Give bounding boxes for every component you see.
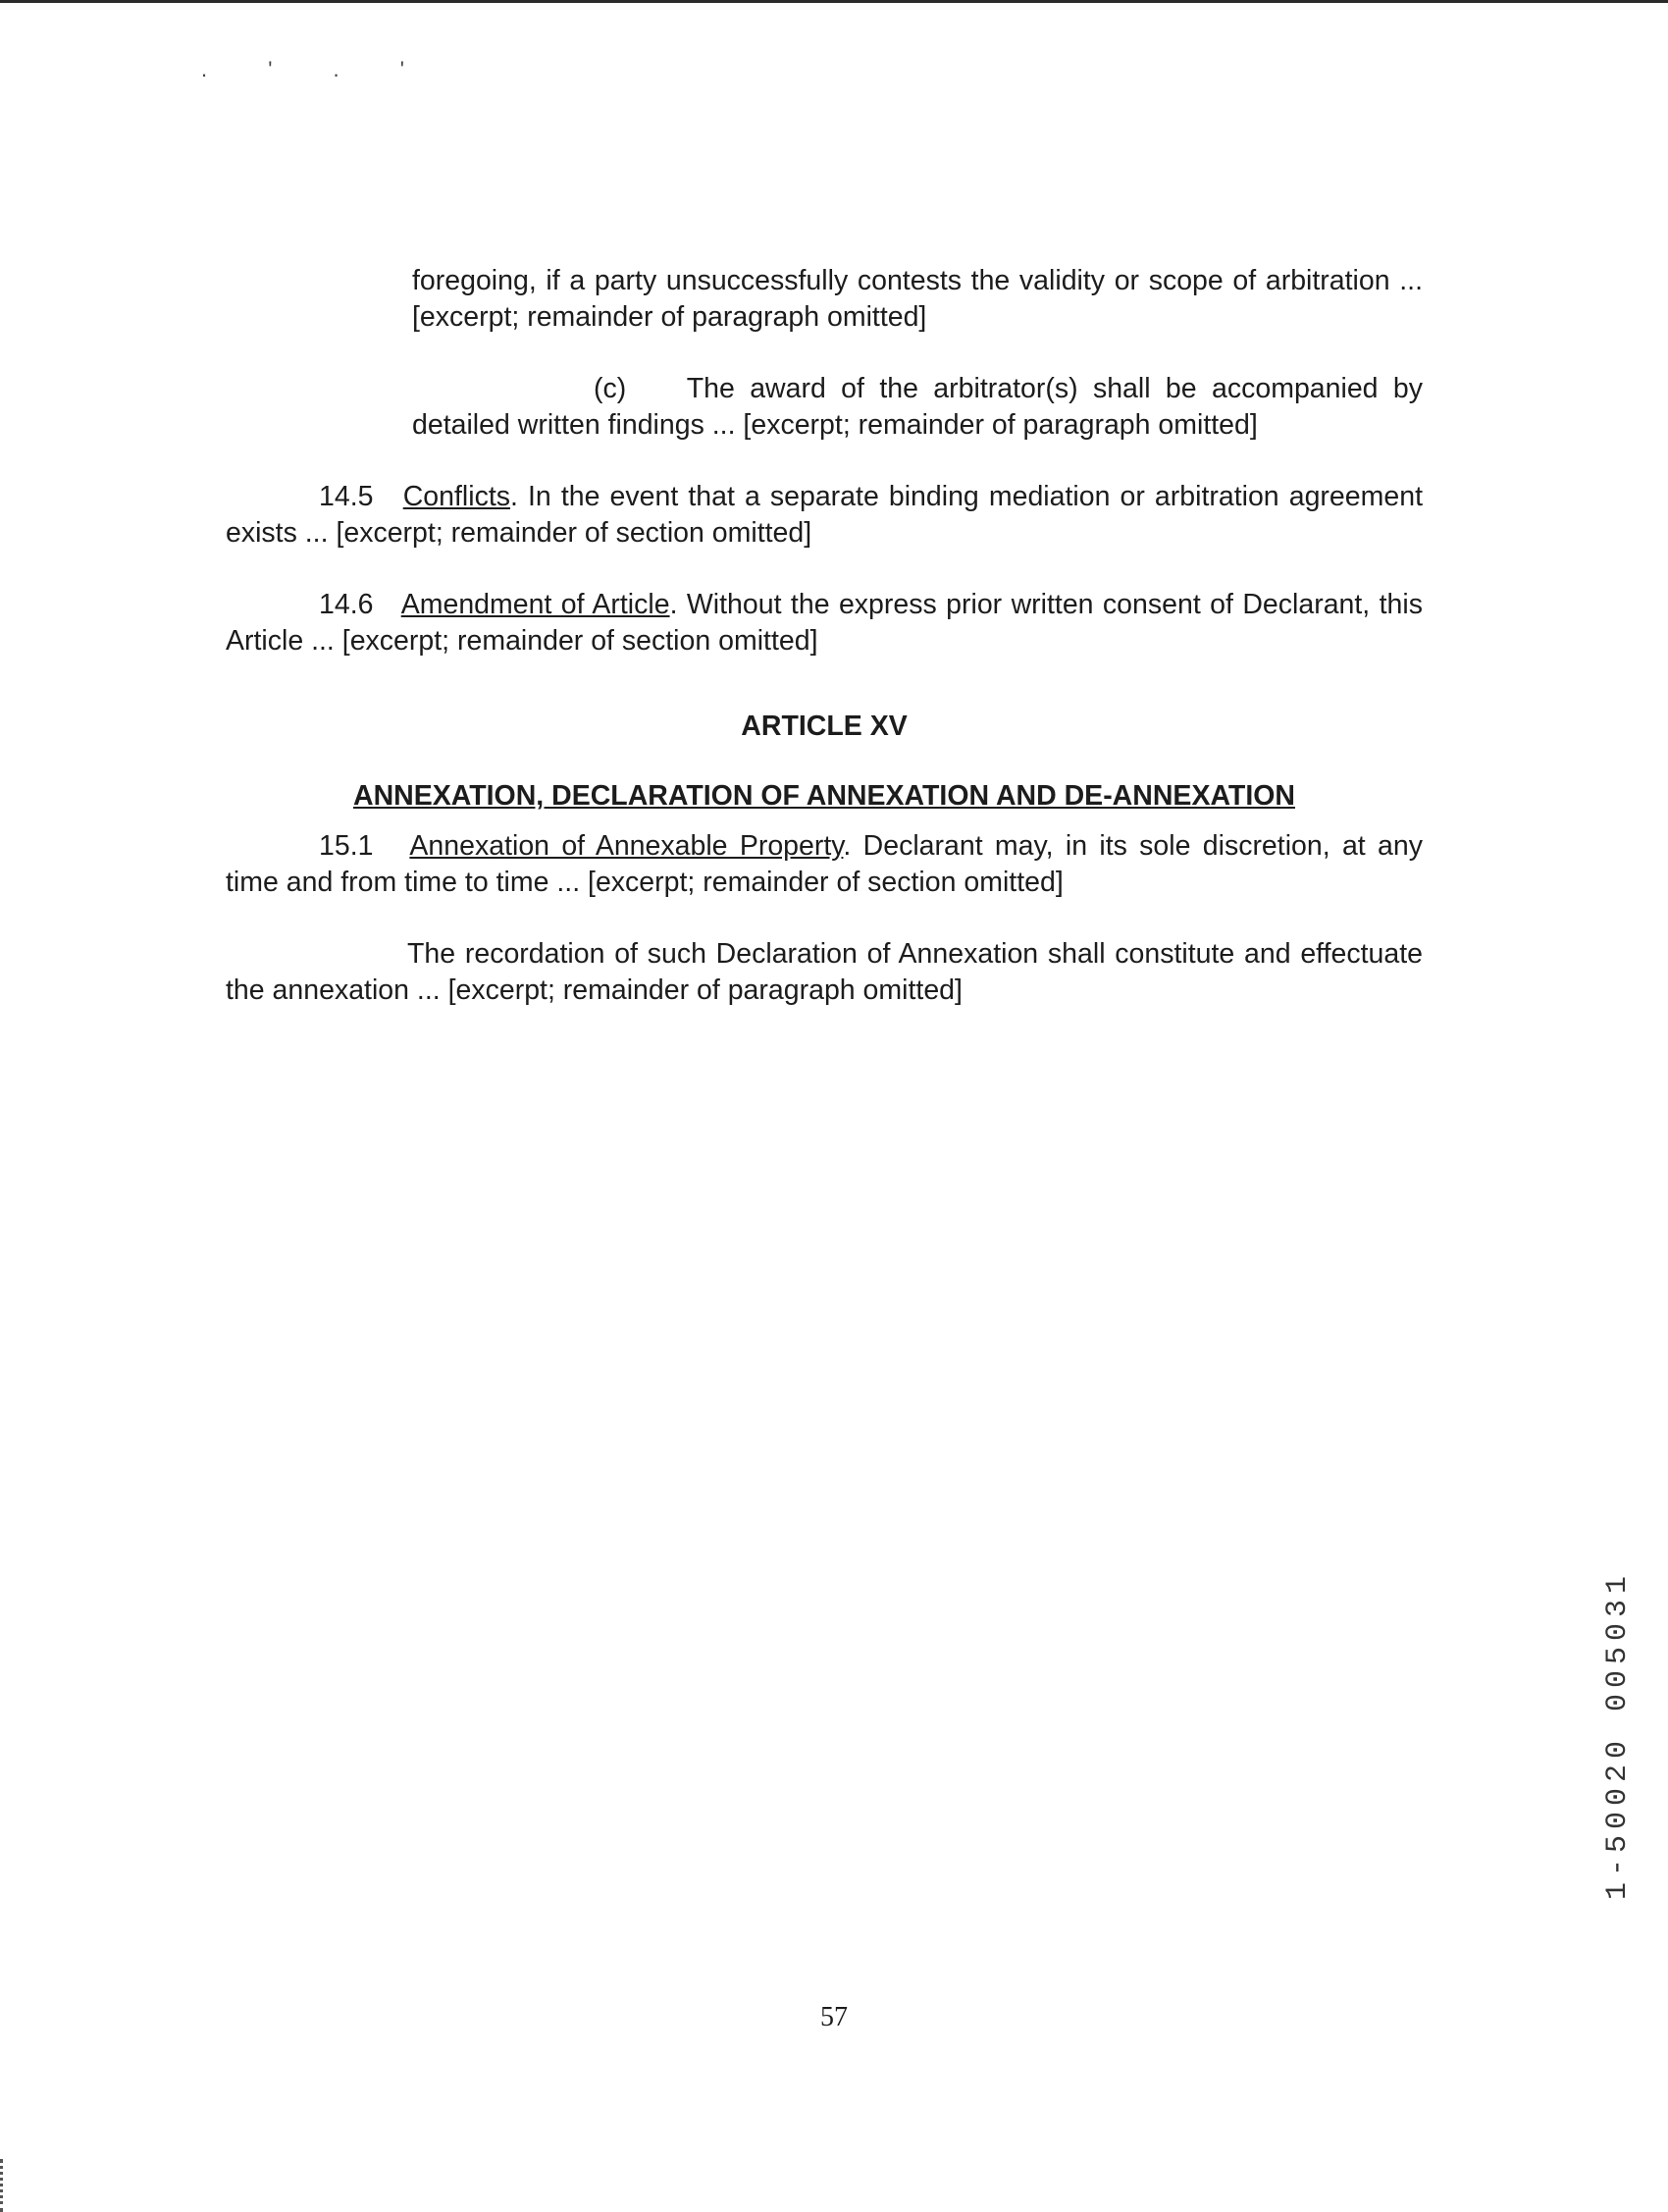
section-14-5 (226, 479, 1423, 552)
section-14-6-heading: Amendment of Article (400, 589, 670, 620)
section-14-6-number: 14.6 (319, 589, 374, 620)
top-border (0, 0, 1668, 3)
paragraph-c-label: (c) (594, 373, 627, 404)
page-number: 57 (820, 2002, 848, 2032)
section-14-5-heading: Conflicts (402, 481, 511, 512)
paragraph-c-text: The award of the arbitrator(s) shall be accompanied by detailed written findings ... [excerpt; remainder of paragraph omitted] (412, 373, 1423, 441)
article-number: ARTICLE XV (741, 711, 908, 742)
section-14-6-text: . Without the express prior written consent of Declarant, this Article ... [excerpt; remainder of section omitted] (226, 589, 1423, 657)
document-body (226, 263, 1423, 1009)
section-15-1-heading: Annexation of Annexable Property (409, 830, 844, 862)
section-15-1 (226, 828, 1423, 901)
section-15-1-text: . Declarant may, in its sole discretion, at any time and from time to time ... [excerpt; remainder of section omitted] (226, 830, 1423, 898)
section-14-5-text: . In the event that a separate binding mediation or arbitration agreement exists ... [excerpt; remainder of section omitted] (226, 481, 1423, 549)
paragraph-foregoing: foregoing, if a party unsuccessfully contests the validity or scope of arbitration ... [excerpt; remainder of paragraph omitted] (412, 265, 1423, 333)
recording-stamp: 1-50020 005031 (1601, 1570, 1635, 1901)
article-title: ANNEXATION, DECLARATION OF ANNEXATION AND DE-ANNEXATION (352, 780, 1295, 812)
section-14-5-number: 14.5 (319, 481, 374, 512)
section-15-1-number: 15.1 (319, 830, 374, 862)
paragraph-c (412, 371, 1423, 444)
paragraph-recordation: The recordation of such Declaration of Annexation shall constitute and effectuate the annexation ... [excerpt; remainder of paragraph omitted] (226, 938, 1423, 1006)
scan-edge-marks (0, 2159, 6, 2212)
scan-marks: . ' . ' (201, 57, 432, 81)
section-14-6 (226, 587, 1423, 659)
